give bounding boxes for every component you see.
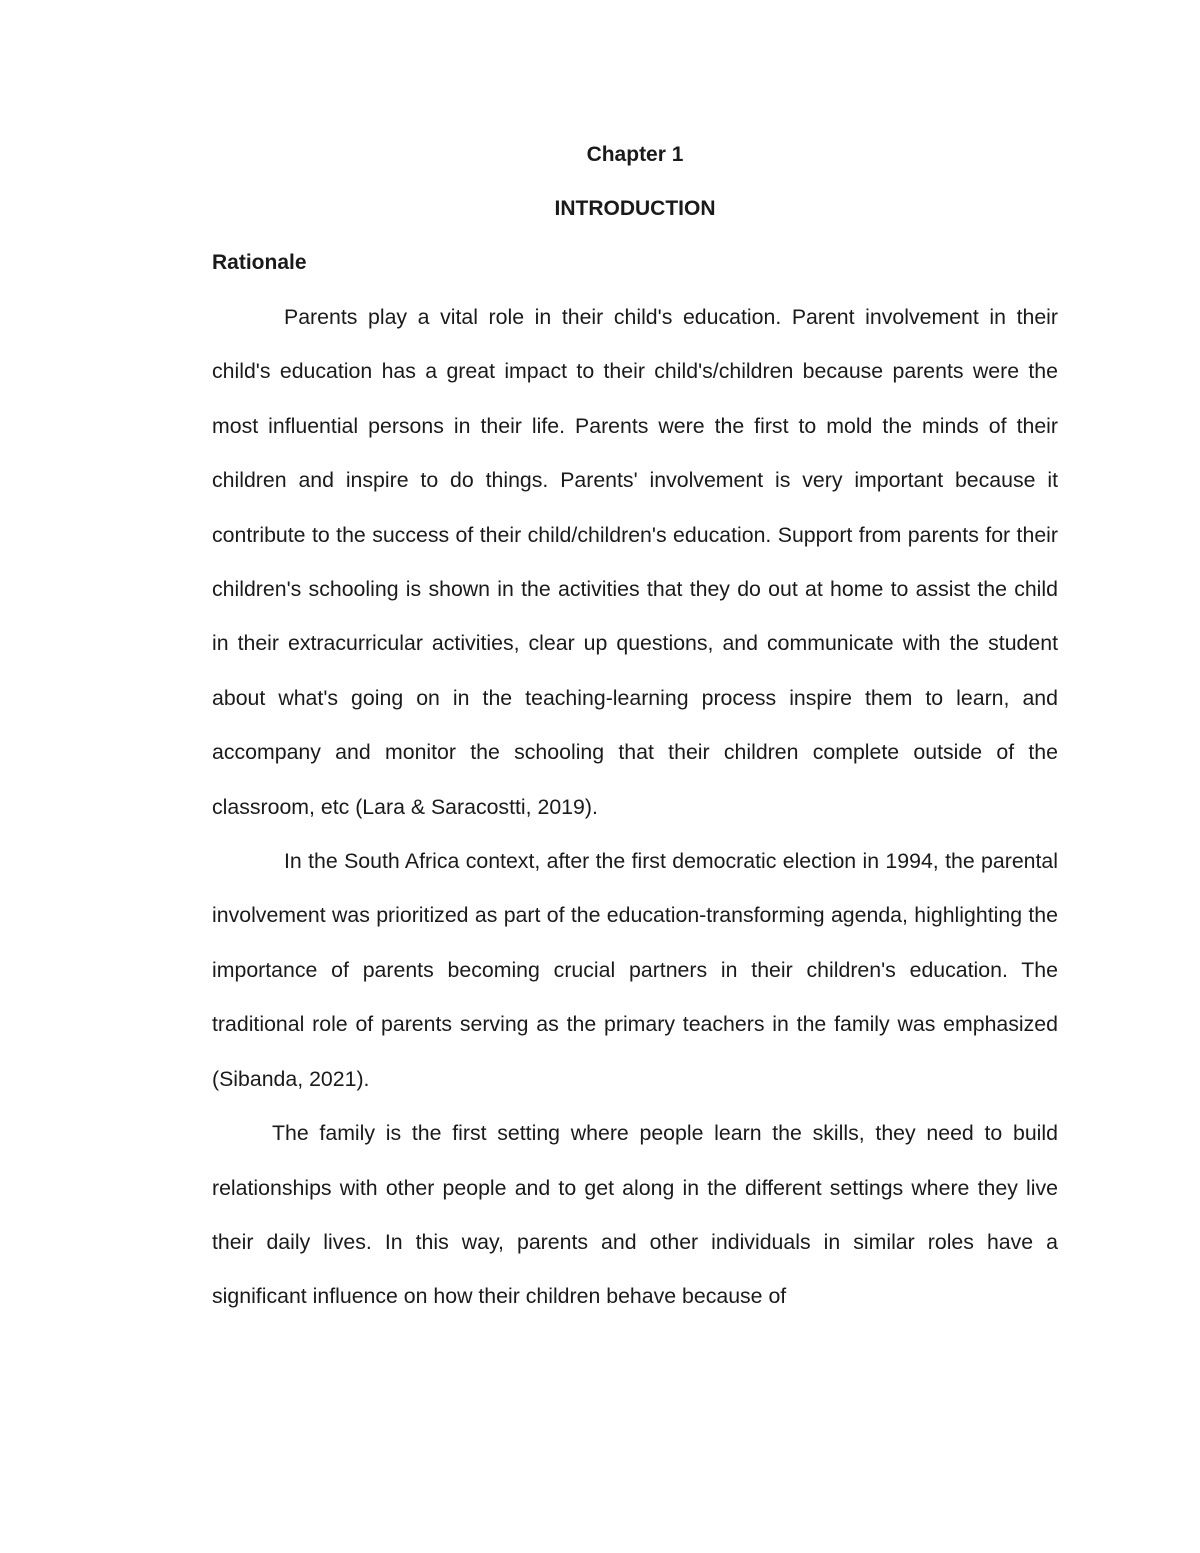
chapter-title: INTRODUCTION	[554, 197, 716, 220]
paragraph-south-africa: In the South Africa context, after the first democratic election in 1994, the parental involvement was prioritized as part of the education-transforming agenda, highlighting the importance of parents becoming crucial partners in their children's education. The traditional role of parents serving as the primary teachers in the family was emphasized (Sibanda, 2021).	[212, 849, 1058, 1091]
paragraph-rationale: Parents play a vital role in their child's education. Parent involvement in their child's education has a great impact to their child's/children because parents were the most influential persons in their life. Parents were the first to mold the minds of their children and inspire to do things. Parents' involvement is very important because it contribute to the success of their child/children's education. Support from parents for their children's schooling is shown in the activities that they do out at home to assist the child in their extracurricular activities, clear up questions, and communicate with the student about what's going on in the teaching-learning process inspire them to learn, and accompany and monitor the schooling that their children complete outside of the classroom, etc (Lara & Saracostti, 2019).	[212, 305, 1058, 819]
section-heading: Rationale	[212, 251, 307, 274]
paragraph-family: The family is the first setting where people learn the skills, they need to build relationships with other people and to get along in the different settings where they live their daily lives. In this way, parents and other individuals in similar roles have a significant influence on how their children behave because of	[212, 1121, 1058, 1309]
chapter-label: Chapter 1	[586, 143, 684, 166]
page-content	[212, 137, 1058, 1324]
